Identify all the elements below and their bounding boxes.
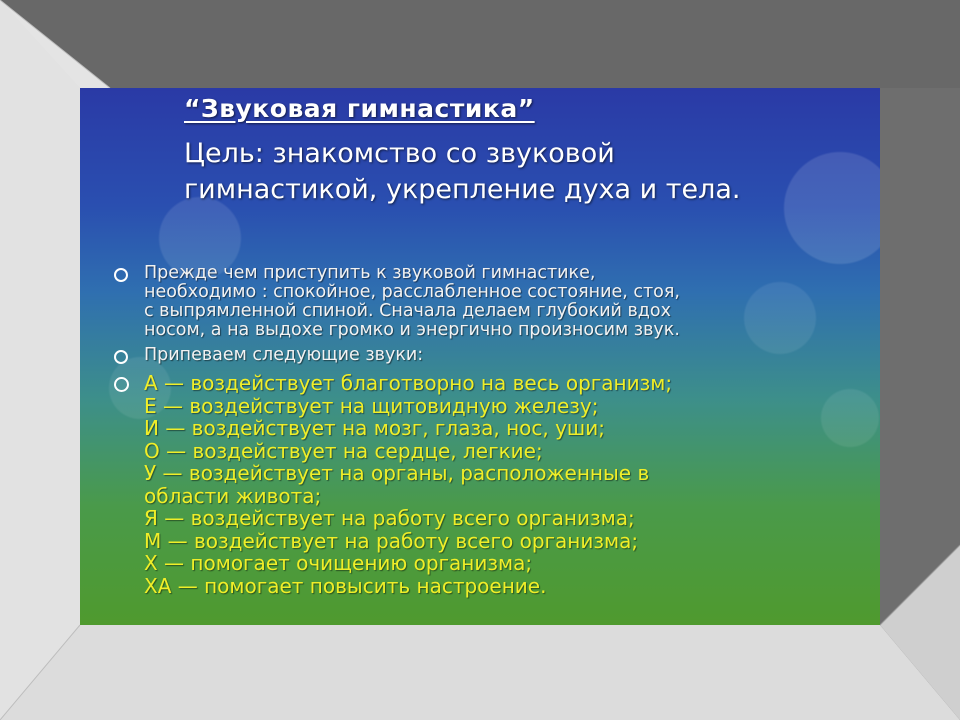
sound-line: Е — воздействует на щитовидную железу;	[144, 393, 599, 418]
circle-bullet-icon	[114, 377, 129, 392]
circle-bullet-icon	[114, 268, 128, 282]
bullet-list	[112, 264, 852, 597]
circle-bullet-icon	[114, 350, 128, 364]
sound-line: Х — помогает очищению организма;	[144, 551, 533, 575]
sound-line: М — воздействует на работу всего организма;	[144, 528, 639, 553]
sound-line: ХА — помогает повысить настроение.	[144, 573, 547, 598]
sound-line: У — воздействует на органы, расположенные в	[144, 461, 650, 485]
instruction-line: необходимо : спокойное, расслабленное состояние, стоя,	[144, 282, 680, 302]
sound-line: области живота;	[144, 483, 322, 508]
sound-line: Я — воздействует на работу всего организма;	[144, 506, 635, 530]
sound-line: А — воздействует благотворно на весь организм;	[144, 371, 673, 395]
bullet-intro	[112, 346, 852, 365]
slide	[80, 88, 880, 625]
intro-text: Припеваем следующие звуки:	[144, 345, 424, 365]
sound-line: И — воздействует на мозг, глаза, нос, уши;	[144, 416, 605, 440]
instruction-line: Прежде чем приступить к звуковой гимнастике,	[144, 263, 596, 283]
bullet-sounds	[112, 372, 852, 597]
slide-goal: Цель: знакомство со звуковой гимнастикой, укрепление духа и тела.	[184, 138, 741, 205]
bullet-instructions	[112, 264, 852, 340]
sound-line: О — воздействует на сердце, легкие;	[144, 438, 543, 463]
slide-title: “Звуковая гимнастика”	[184, 94, 535, 123]
instruction-line: с выпрямленной спиной. Сначала делаем глубокий вдох	[144, 301, 671, 321]
instruction-line: носом, а на выдохе громко и энергично произносим звук.	[144, 320, 680, 340]
